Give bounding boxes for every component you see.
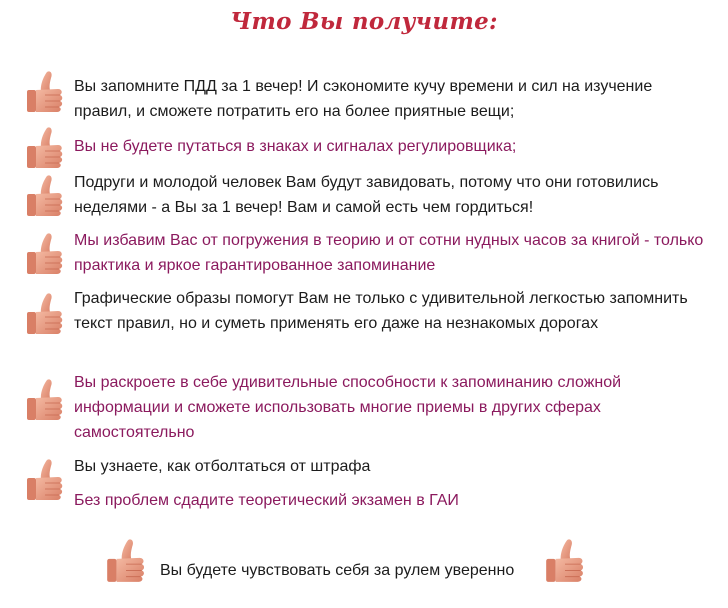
- list-item-text: Мы избавим Вас от погружения в теорию и от сотни нудных часов за книгой - только практика и яркое гарантированное запоминание: [74, 232, 704, 274]
- thumbs-up-icon: [25, 378, 65, 422]
- thumbs-up-icon: [25, 232, 65, 276]
- thumbs-up-icon: [25, 292, 65, 336]
- footer-text: Вы будете чувствовать себя за рулем уверенно: [160, 562, 515, 579]
- page-title: Что Вы получите:: [230, 8, 498, 35]
- thumbs-up-icon: [25, 70, 65, 114]
- list-item-text: Вы запомните ПДД за 1 вечер! И сэкономите кучу времени и сил на изучение правил, и сможете потратить его на более приятные вещи;: [74, 78, 653, 120]
- list-item-text: Вы узнаете, как отболтаться от штрафа: [74, 458, 371, 475]
- thumbs-up-icon: [104, 538, 148, 584]
- thumbs-up-icon: [25, 458, 65, 502]
- thumbs-up-icon: [543, 538, 587, 584]
- list-item-text: Графические образы помогут Вам не только с удивительной легкостью запомнить текст правил, но и суметь применять его даже на незнакомых дорогах: [74, 290, 688, 332]
- list-item-text: Подруги и молодой человек Вам будут завидовать, потому что они готовились неделями - а Вы за 1 вечер! Вам и самой есть чем гордиться!: [74, 174, 659, 216]
- list-item-text: Вы раскроете в себе удивительные способности к запоминанию сложной информации и сможете использовать многие приемы в других сферах самостоятельно: [74, 374, 622, 441]
- thumbs-up-icon: [25, 126, 65, 170]
- thumbs-up-icon: [25, 174, 65, 218]
- list-item-text: Без проблем сдадите теоретический экзамен в ГАИ: [74, 492, 459, 509]
- list-item-text: Вы не будете путаться в знаках и сигналах регулировщика;: [74, 138, 517, 155]
